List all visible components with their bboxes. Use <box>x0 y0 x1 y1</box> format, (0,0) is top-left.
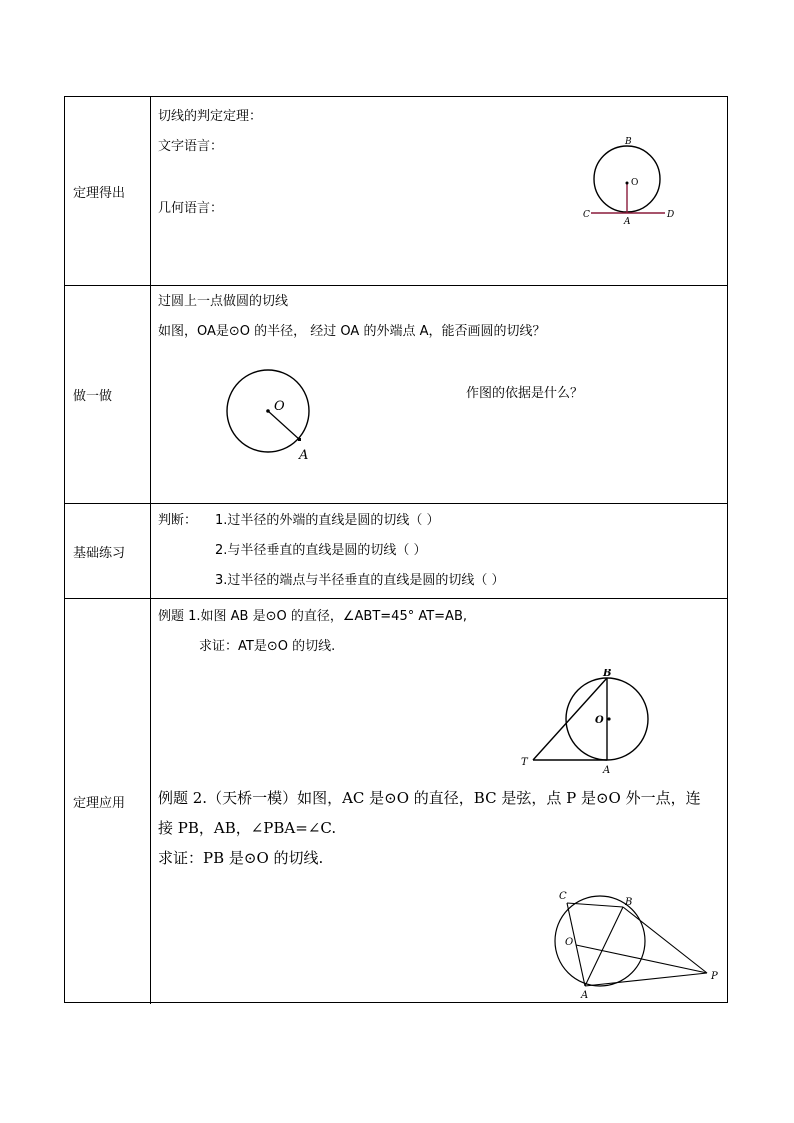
label-a: A <box>603 765 611 776</box>
row-label: 基础练习 <box>65 504 151 598</box>
label-a: A <box>299 448 309 463</box>
label-o: O <box>595 715 604 726</box>
label-t: T <box>521 757 528 768</box>
text-language-label: 文字语言： <box>158 139 224 154</box>
segment-pa <box>585 973 707 986</box>
lesson-table <box>64 96 728 1003</box>
example1-figure <box>521 669 661 781</box>
example2-statement-cont: 接 PB，AB，∠PBA=∠C. <box>158 819 337 837</box>
row-content <box>151 97 727 285</box>
row-content <box>151 599 727 1004</box>
label-c: C <box>559 891 567 902</box>
label-o: O <box>565 937 574 948</box>
label-c: C <box>583 210 590 220</box>
row-label: 定理应用 <box>65 599 151 1004</box>
basis-question: 作图的依据是什么？ <box>466 386 584 401</box>
row-label: 定理得出 <box>65 97 151 285</box>
label-b: B <box>625 137 632 147</box>
label-a: A <box>581 990 589 1001</box>
judge-prefix: 判断： <box>158 513 198 528</box>
label-p: P <box>711 971 718 982</box>
row-content <box>151 504 727 598</box>
label-b: B <box>603 669 612 679</box>
example2-prove: 求证：PB 是⊙O 的切线. <box>158 849 324 867</box>
practice-item-1: 1.过半径的外端的直线是圆的切线（ ） <box>215 513 440 528</box>
center-dot <box>607 717 610 720</box>
theorem-heading: 切线的判定定理： <box>158 109 263 124</box>
label-o: O <box>631 178 639 188</box>
practice-item-3: 3.过半径的端点与半径垂直的直线是圆的切线（ ） <box>215 573 505 588</box>
segment-cb <box>567 903 623 907</box>
radius-oa <box>268 411 300 440</box>
example2-statement: 例题 2.（天桥一模）如图，AC 是⊙O 的直径，BC 是弦，点 P 是⊙O 外一点，连 <box>158 789 701 807</box>
center-dot <box>626 182 629 185</box>
row-content <box>151 286 727 503</box>
tangent-figure <box>571 133 691 229</box>
segment-op <box>576 945 707 973</box>
segment-pb <box>623 907 707 973</box>
radius-figure <box>211 356 321 466</box>
example1-statement: 例题 1.如图 AB 是⊙O 的直径，∠ABT=45° AT=AB, <box>158 609 468 624</box>
segment-ab <box>585 907 623 986</box>
row-practice <box>65 504 727 599</box>
example1-prove: 求证：AT是⊙O 的切线. <box>199 639 336 654</box>
center-dot <box>266 409 270 413</box>
row-label: 做一做 <box>65 286 151 503</box>
practice-item-2: 2.与半径垂直的直线是圆的切线（ ） <box>215 543 427 558</box>
row-try <box>65 286 727 504</box>
label-o: O <box>274 399 285 414</box>
try-question: 如图，OA是⊙O 的半径， 经过 OA 的外端点 A，能否画圆的切线？ <box>158 324 546 339</box>
label-a: A <box>624 217 631 227</box>
row-theorem <box>65 97 727 286</box>
geometry-language-label: 几何语言： <box>158 201 224 216</box>
row-application <box>65 599 727 1004</box>
example2-figure <box>531 879 727 1003</box>
label-d: D <box>667 210 675 220</box>
endpoint-mark <box>298 438 301 441</box>
try-heading: 过圆上一点做圆的切线 <box>158 294 289 309</box>
label-b: B <box>625 897 633 908</box>
